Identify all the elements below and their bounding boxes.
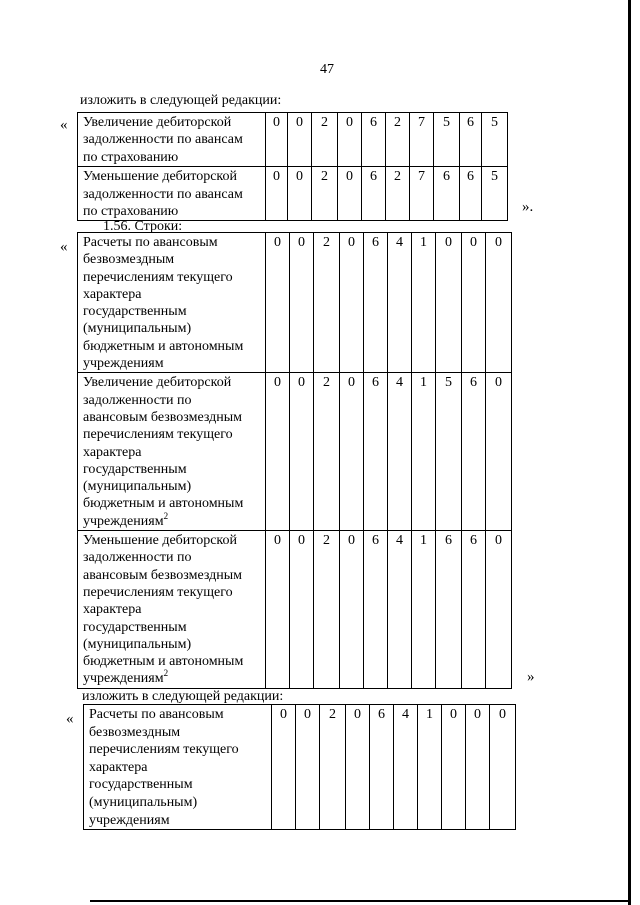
code-digit: 0: [266, 113, 288, 167]
label-line: характера: [83, 286, 142, 302]
row-label: [78, 373, 266, 531]
code-digit: 2: [320, 705, 346, 830]
code-digit: 0: [490, 705, 516, 830]
table-row: [78, 373, 512, 531]
code-digit: 0: [266, 373, 290, 531]
page-edge-bottom: [90, 900, 630, 902]
intro-text-1: изложить в следующей редакции:: [80, 93, 282, 108]
code-digit: 7: [410, 113, 434, 167]
code-digit: 6: [460, 113, 482, 167]
table-1: [77, 112, 508, 221]
footnote-marker: 2: [163, 510, 169, 521]
code-digit: 0: [338, 167, 362, 221]
code-digit: 2: [314, 233, 340, 373]
code-digit: 0: [266, 531, 290, 689]
code-digit: 4: [388, 233, 412, 373]
label-line: перечислениям текущего: [83, 427, 233, 443]
code-digit: 2: [386, 167, 410, 221]
code-digit: 0: [338, 113, 362, 167]
label-line: государственным: [83, 304, 187, 320]
label-line: безвозмездным: [89, 724, 181, 740]
code-digit: 0: [288, 167, 312, 221]
code-digit: 1: [412, 233, 436, 373]
code-digit: 5: [482, 113, 508, 167]
row-label: [78, 167, 266, 221]
code-digit: 2: [314, 373, 340, 531]
code-digit: 0: [436, 233, 462, 373]
label-line: характера: [83, 602, 142, 618]
row-label: [78, 233, 266, 373]
code-digit: 0: [466, 705, 490, 830]
label-line: Уменьшение дебиторской: [83, 533, 238, 549]
code-digit: 0: [288, 113, 312, 167]
code-digit: 4: [388, 531, 412, 689]
table-row: [78, 167, 508, 221]
code-digit: 6: [362, 167, 386, 221]
code-digit: 6: [462, 373, 486, 531]
label-line: перечислениям текущего: [83, 269, 233, 285]
label-line: государственным: [89, 777, 193, 793]
label-line: характера: [89, 759, 148, 775]
row-label: [78, 113, 266, 167]
code-digit: 0: [266, 167, 288, 221]
code-digit: 0: [290, 531, 314, 689]
section-heading: 1.56. Строки:: [103, 219, 183, 234]
label-line: задолженности по авансам: [83, 132, 243, 148]
code-digit: 5: [436, 373, 462, 531]
code-digit: 1: [412, 373, 436, 531]
code-digit: 6: [364, 531, 388, 689]
label-line: по страхованию: [83, 149, 179, 165]
label-line: характера: [83, 444, 142, 460]
code-digit: 6: [434, 167, 460, 221]
opening-quote-1: «: [60, 117, 68, 133]
code-digit: 5: [434, 113, 460, 167]
label-line: безвозмездным: [83, 252, 175, 268]
footnote-marker: 2: [163, 668, 169, 679]
table-row: [84, 705, 516, 830]
label-line: государственным: [83, 619, 187, 635]
table-row: [78, 233, 512, 373]
label-line: Уменьшение дебиторской: [83, 169, 238, 185]
code-digit: 5: [482, 167, 508, 221]
page-number: 47: [320, 62, 334, 77]
label-line: задолженности по: [83, 550, 192, 566]
row-label: [84, 705, 272, 830]
label-line: (муниципальным): [89, 794, 198, 810]
code-digit: 1: [418, 705, 442, 830]
code-digit: 0: [486, 373, 512, 531]
label-line: (муниципальным): [83, 479, 192, 495]
code-digit: 0: [290, 373, 314, 531]
label-line: бюджетным и автономным: [83, 654, 244, 670]
code-digit: 0: [266, 233, 290, 373]
label-line: государственным: [83, 461, 187, 477]
code-digit: 0: [486, 233, 512, 373]
closing-quote-1: ».: [522, 199, 534, 215]
label-line: (муниципальным): [83, 321, 192, 337]
opening-quote-2: «: [60, 239, 68, 255]
row-label: [78, 531, 266, 689]
code-digit: 6: [462, 531, 486, 689]
code-digit: 4: [388, 373, 412, 531]
code-digit: 0: [272, 705, 296, 830]
code-digit: 6: [460, 167, 482, 221]
code-digit: 1: [412, 531, 436, 689]
code-digit: 0: [442, 705, 466, 830]
table-3: [83, 704, 516, 830]
label-line: Увеличение дебиторской: [83, 115, 232, 130]
label-line: учреждениям$^2$: [83, 510, 169, 529]
table-row: [78, 113, 508, 167]
intro-text-2: изложить в следующей редакции:: [82, 689, 284, 704]
label-line: бюджетным и автономным: [83, 496, 244, 512]
closing-quote-2: »: [527, 669, 535, 685]
label-line: учреждениям: [83, 356, 164, 372]
label-line: бюджетным и автономным: [83, 338, 244, 354]
code-digit: 0: [340, 531, 364, 689]
table-row: [78, 531, 512, 689]
label-line: задолженности по авансам: [83, 186, 243, 202]
label-line: Расчеты по авансовым: [89, 707, 224, 722]
code-digit: 6: [364, 233, 388, 373]
code-digit: 4: [394, 705, 418, 830]
label-line: (муниципальным): [83, 636, 192, 652]
code-digit: 0: [486, 531, 512, 689]
label-line: учреждениям$^2$: [83, 668, 169, 687]
code-digit: 0: [340, 373, 364, 531]
code-digit: 6: [364, 373, 388, 531]
code-digit: 0: [340, 233, 364, 373]
code-digit: 7: [410, 167, 434, 221]
label-line: учреждениям: [89, 812, 170, 828]
label-line: авансовым безвозмездным: [83, 409, 243, 425]
code-digit: 6: [362, 113, 386, 167]
code-digit: 0: [346, 705, 370, 830]
code-digit: 2: [312, 113, 338, 167]
code-digit: 0: [296, 705, 320, 830]
code-digit: 0: [462, 233, 486, 373]
label-line: перечислениям текущего: [89, 742, 239, 758]
label-line: Расчеты по авансовым: [83, 235, 218, 250]
table-2: [77, 232, 512, 689]
label-line: по страхованию: [83, 204, 179, 220]
page-edge-right: [628, 0, 631, 905]
label-line: задолженности по: [83, 392, 192, 408]
opening-quote-3: «: [66, 711, 74, 727]
label-line: Увеличение дебиторской: [83, 375, 232, 391]
code-digit: 6: [370, 705, 394, 830]
code-digit: 2: [386, 113, 410, 167]
code-digit: 6: [436, 531, 462, 689]
code-digit: 2: [314, 531, 340, 689]
label-line: перечислениям текущего: [83, 584, 233, 600]
code-digit: 0: [290, 233, 314, 373]
label-line: авансовым безвозмездным: [83, 567, 243, 583]
code-digit: 2: [312, 167, 338, 221]
